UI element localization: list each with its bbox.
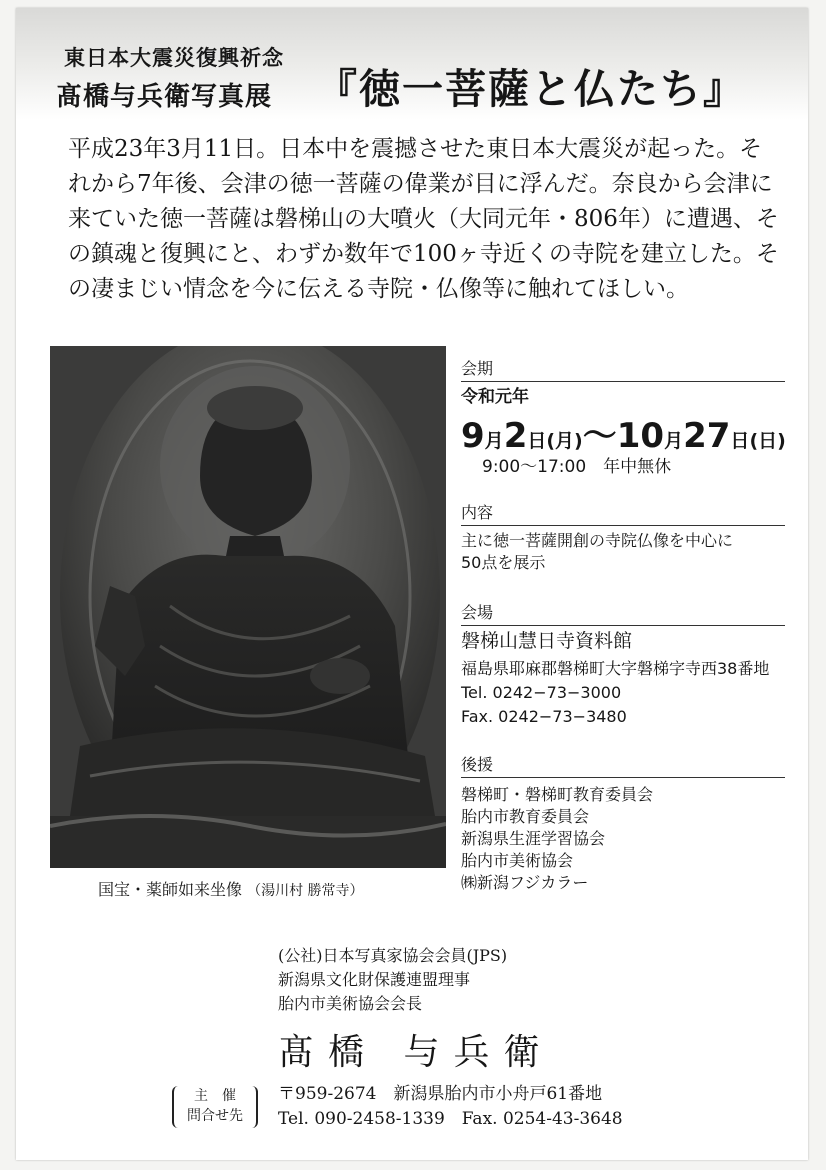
- support-item: 胎内市美術協会: [461, 851, 574, 870]
- role-organizer: 主 催: [194, 1088, 236, 1104]
- content-heading: 内容: [461, 500, 785, 526]
- photo-caption-note: （湯川村 勝常寺）: [247, 883, 364, 899]
- organizer-affiliations: [278, 944, 507, 1016]
- period-era: 令和元年: [461, 387, 529, 407]
- period-heading: 会期: [461, 356, 785, 382]
- day-unit: 日: [730, 430, 750, 452]
- header-subtitle: 東日本大震災復興祈念: [64, 46, 284, 70]
- month-unit: 月: [664, 430, 684, 452]
- venue-heading: 会場: [461, 600, 785, 626]
- venue-fax: Fax. 0242−73−3480: [461, 707, 627, 726]
- date-range-tilde: 〜: [582, 416, 617, 456]
- affiliation-line: 胎内市美術協会会長: [278, 994, 423, 1013]
- month-unit: 月: [484, 430, 504, 452]
- organizer-role-bracket: [172, 1086, 258, 1128]
- affiliation-line: 新潟県文化財保護連盟理事: [278, 970, 471, 989]
- start-weekday: (月): [546, 430, 583, 452]
- end-day: 27: [683, 416, 731, 456]
- end-weekday: (日): [749, 430, 786, 452]
- support-item: ㈱新潟フジカラー: [461, 873, 589, 892]
- support-item: 新潟県生涯学習協会: [461, 829, 606, 848]
- photo-caption: [98, 877, 364, 900]
- header-exhibition-name: 髙橋与兵衛写真展: [56, 82, 273, 112]
- buddha-statue-image: [50, 346, 446, 868]
- organizer-address: 〒959-2674 新潟県胎内市小舟戸61番地: [278, 1084, 603, 1104]
- day-unit: 日: [527, 430, 547, 452]
- support-heading: 後援: [461, 752, 785, 778]
- support-item: 磐梯町・磐梯町教育委員会: [461, 785, 654, 804]
- role-inquiries: 問合せ先: [187, 1108, 243, 1124]
- affiliation-line: (公社)日本写真家協会会員(JPS): [278, 946, 508, 965]
- buddha-statue-photo: [50, 346, 446, 868]
- opening-hours: 9:00〜17:00 年中無休: [482, 457, 672, 477]
- organizer-contact: [278, 1082, 623, 1132]
- end-month: 10: [616, 416, 665, 456]
- start-month: 9: [461, 416, 485, 456]
- start-day: 2: [503, 416, 528, 456]
- exhibition-title: 『徳一菩薩と仏たち』: [316, 65, 746, 113]
- period-dates: [461, 408, 786, 457]
- content-line-2: 50点を展示: [461, 553, 546, 572]
- organizer-name: 髙橋 与兵衛: [278, 1032, 554, 1073]
- support-item: 胎内市教育委員会: [461, 807, 590, 826]
- venue-name: 磐梯山慧日寺資料館: [461, 630, 633, 652]
- organizer-phone-fax: Tel. 090-2458-1339 Fax. 0254-43-3648: [278, 1109, 623, 1129]
- photo-caption-title: 国宝・薬師如来坐像: [98, 880, 243, 899]
- content-line-1: 主に徳一菩薩開創の寺院仏像を中心に: [461, 531, 734, 550]
- venue-address: 福島県耶麻郡磐梯町大字磐梯字寺西38番地: [461, 659, 770, 678]
- intro-text: 平成23年3月11日。日本中を震撼させた東日本大震災が起った。それから7年後、会津の徳一菩薩の偉業が目に浮んだ。奈良から会津に来ていた徳一菩薩は磐梯山の大噴火（大同元年・806年）に遭遇、その鎮魂と復興にと、わずか数年で100ヶ寺近くの寺院を建立した。その凄まじい情念を今に伝える寺院・仏像等に触れてほしい。: [68, 136, 779, 302]
- venue-tel: Tel. 0242−73−3000: [461, 683, 622, 702]
